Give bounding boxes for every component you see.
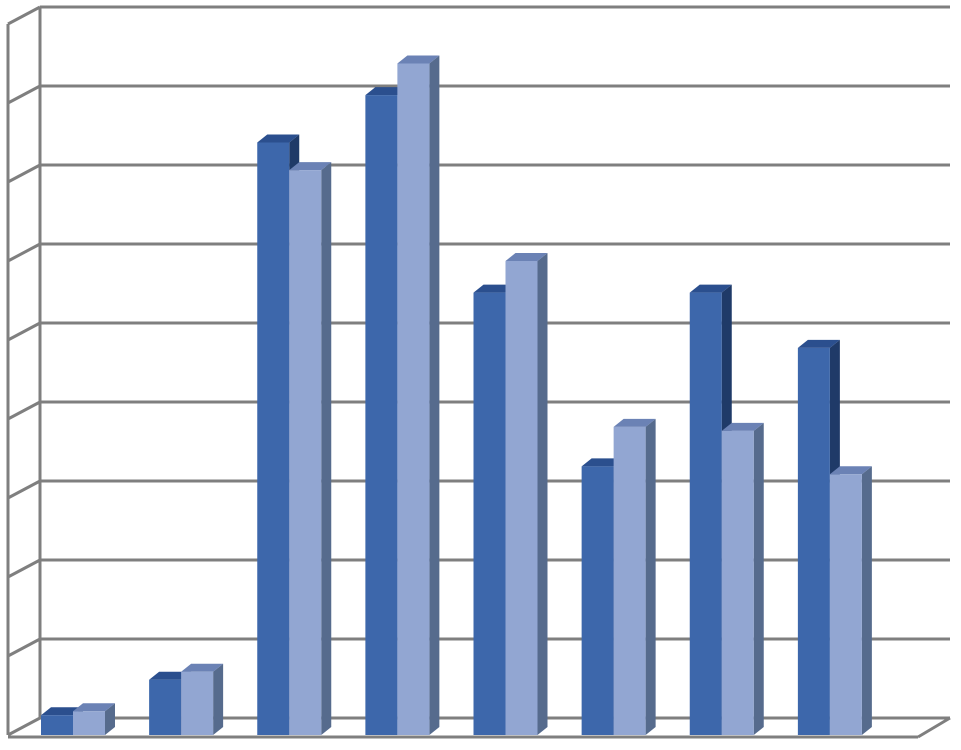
gridline-depth (8, 244, 40, 261)
bar-series2 (289, 170, 321, 735)
bar-series1 (149, 680, 181, 735)
gridline-depth (8, 639, 40, 656)
bar-series2 (830, 474, 862, 735)
bar-series1 (690, 293, 722, 735)
bar-series2-side (754, 423, 764, 735)
bar-series2-side (646, 419, 656, 735)
bar-series2 (614, 427, 646, 735)
floor-right-edge (918, 718, 950, 737)
bar-series2 (397, 64, 429, 736)
bar-series1 (474, 293, 506, 735)
bar-series2-side (321, 162, 331, 735)
bar-series1 (582, 466, 614, 735)
gridline-depth (8, 86, 40, 103)
gridline-depth (8, 7, 40, 24)
bar-series2 (73, 711, 105, 735)
bar-series1 (365, 95, 397, 735)
gridline-depth (8, 481, 40, 498)
gridline-depth (8, 165, 40, 182)
gridline-depth (8, 323, 40, 340)
gridline-depth (8, 560, 40, 577)
bar-series2 (722, 431, 754, 735)
bar-series2-side (538, 253, 548, 735)
bar-series2-side (862, 466, 872, 735)
bar-series1 (257, 143, 289, 736)
bar-series2 (181, 672, 213, 735)
bar-series1 (41, 715, 73, 735)
bar-series1 (798, 348, 830, 735)
gridline-depth (8, 718, 40, 735)
bar-series2-side (213, 664, 223, 735)
bar-series2-side (429, 56, 439, 736)
gridline-depth (8, 402, 40, 419)
bar-series2 (506, 261, 538, 735)
